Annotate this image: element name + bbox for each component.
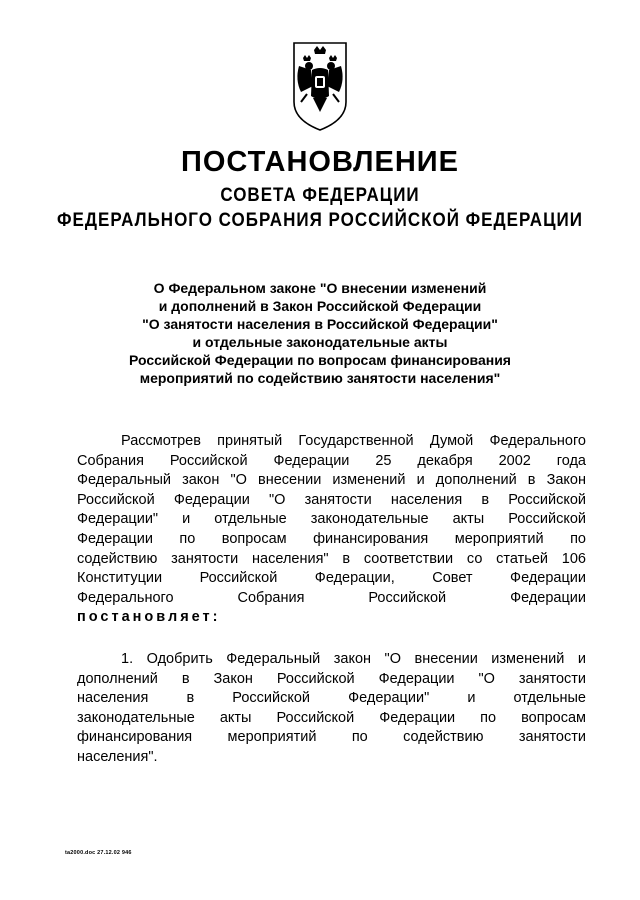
preamble-line: Федеральный закон "О внесении изменений и дополнений в Закон xyxy=(77,472,586,489)
clause-line: 1. Одобрить Федеральный закон "О внесении изменений и xyxy=(121,651,586,667)
clause-line: законодательные акты Российской Федерации по вопросам xyxy=(77,709,586,726)
preamble-line: содействию занятости населения" в соответствии со статьей 106 xyxy=(77,550,586,567)
clause-line: населения". xyxy=(77,748,158,765)
issuing-body-line-1: СОВЕТА ФЕДЕРАЦИИ xyxy=(220,183,420,206)
subject-line: мероприятий по содействию занятости населения" xyxy=(139,370,501,386)
preamble-line: Федерации по вопросам финансирования мероприятий по xyxy=(77,530,586,547)
coat-of-arms-emblem xyxy=(291,40,349,132)
subject-line: Российской Федерации по вопросам финансирования xyxy=(129,352,511,368)
preamble-line: Российской Федерации "О занятости населения в Российской xyxy=(77,491,586,508)
clause-line: финансирования мероприятий по содействию занятости xyxy=(77,729,586,746)
clause-line: дополнений в Закон Российской Федерации "О занятости xyxy=(77,670,586,687)
file-reference: ta2000.doc 27.12.02 946 xyxy=(65,850,132,856)
subject-line: и дополнений в Закон Российской Федерации xyxy=(158,298,482,314)
clause-line: населения в Российской Федерации" и отдельные xyxy=(77,690,586,707)
preamble-line: Конституции Российской Федерации, Совет Федерации xyxy=(77,570,586,587)
preamble-line: Федерального Собрания Российской Федерации xyxy=(77,589,586,606)
preamble-line: Собрания Российской Федерации 25 декабря 2002 года xyxy=(77,452,586,469)
preamble-line: Рассмотрев принятый Государственной Думой Федерального xyxy=(121,433,586,449)
clause-1-paragraph xyxy=(77,650,586,768)
resolves-keyword: постановляет: xyxy=(77,609,221,626)
resolution-subject xyxy=(60,279,580,387)
issuing-body-line-2: ФЕДЕРАЛЬНОГО СОБРАНИЯ РОССИЙСКОЙ ФЕДЕРАЦИИ xyxy=(57,208,583,231)
preamble-paragraph xyxy=(77,432,586,628)
document-title: ПОСТАНОВЛЕНИЕ xyxy=(181,146,459,178)
subject-line: "О занятости населения в Российской Федерации" xyxy=(142,316,498,332)
subject-line: О Федеральном законе "О внесении изменений xyxy=(153,280,487,296)
preamble-line: Федерации" и отдельные законодательные акты Российской xyxy=(77,511,586,528)
subject-line: и отдельные законодательные акты xyxy=(192,334,448,350)
